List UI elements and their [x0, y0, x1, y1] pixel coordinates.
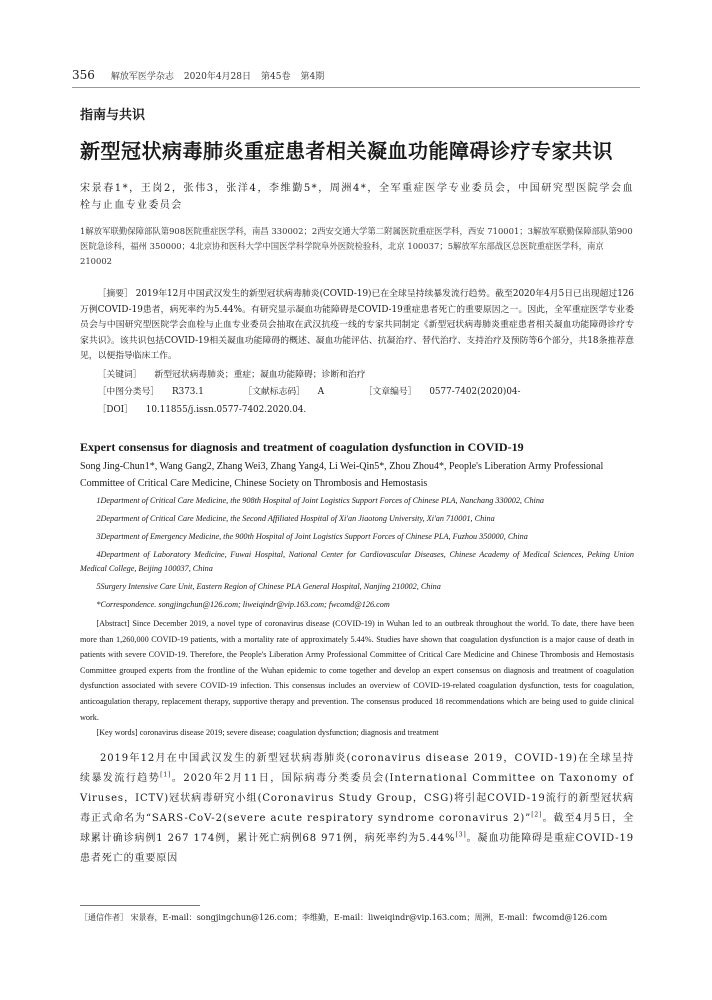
- citation-ref[interactable]: [3]: [455, 831, 467, 839]
- journal-name: 解放军医学杂志: [110, 72, 174, 82]
- english-affiliation: 2Department of Critical Care Medicine, the Second Affiliated Hospital of Xi'an Jiaotong University, Xi'an 710001, China: [96, 514, 495, 523]
- footnote-divider: [80, 905, 200, 906]
- keywords-label-cn: ［关键词］: [97, 369, 142, 380]
- chinese-keywords: [80, 368, 634, 384]
- classification-line: [80, 385, 634, 401]
- keywords-text-en: coronavirus disease 2019; severe disease; coagulation dysfunction; diagnosis and treatment: [139, 728, 439, 738]
- issue: 第4期: [300, 72, 325, 82]
- body-text-part: 。截至4月5日，全球累计确诊病例1 267 174例，累计死亡病例68 971例，病死率约为5.44%: [80, 812, 634, 844]
- english-affiliation: 1Department of Critical Care Medicine, the 908th Hospital of Joint Logistics Support Forces of Chinese PLA, Nanchang 330002, China: [96, 496, 545, 505]
- english-affiliation: 5Surgery Intensive Care Unit, Eastern Region of Chinese PLA General Hospital, Nanjing 210002, China: [96, 582, 441, 591]
- running-header: [72, 68, 640, 82]
- volume: 第45卷: [261, 72, 291, 82]
- section-label: 指南与共识: [80, 108, 146, 123]
- header-divider: [72, 87, 640, 88]
- chinese-affiliations: 1解放军联勤保障部队第908医院重症医学科，南昌 330002；2西安交通大学第二附属医院重症医学科，西安 710001；3解放军联勤保障部队第900医院急诊科，福州 350000；4北京协和医科大学中国医学科学院阜外医院检验科，北京 100037；5解放军东部战区总医院重症医学科，南京 210002: [80, 226, 633, 266]
- clc-value: R373.1: [171, 387, 204, 397]
- chinese-title: 新型冠状病毒肺炎重症患者相关凝血功能障碍诊疗专家共识: [80, 139, 613, 163]
- english-authors: Song Jing-Chun1*, Wang Gang2, Zhang Wei3, Zhang Yang4, Li Wei-Qin5*, Zhou Zhou4*, People's Liberation Army Professional Committee of Critical Care Medicine, Chinese Society on Thrombosis and Hemostasis: [80, 461, 604, 489]
- page-number: 356: [72, 68, 95, 82]
- body-text-part: 2019年12月在中国武汉发生的新型冠状病毒肺炎(coronavirus disease 2019，COVID-19)在全球呈持续暴发流行趋势: [80, 752, 634, 784]
- abstract-label-cn: ［摘要］: [97, 289, 133, 299]
- doi-line: [80, 403, 634, 419]
- english-title: Expert consensus for diagnosis and treatment of coagulation dysfunction in COVID-19: [80, 440, 524, 454]
- clc-label: ［中图分类号］: [97, 387, 160, 397]
- citation-ref[interactable]: [2]: [531, 811, 543, 819]
- english-affiliation: 3Department of Emergency Medicine, the 900th Hospital of Joint Logistics Support Forces of Chinese PLA, Fuzhou 350000, China: [96, 532, 528, 541]
- doc-code-value: A: [317, 387, 325, 397]
- chinese-authors: 宋景春1*，王岗2，张伟3，张洋4，李维勤5*，周洲4*，全军重症医学专业委员会，中国研究型医院学会血栓与止血专业委员会: [80, 183, 634, 211]
- doi-value: 10.11855/j.issn.0577-7402.2020.04.: [145, 404, 307, 415]
- doi-label: ［DOI］: [97, 404, 133, 415]
- chinese-abstract: [80, 287, 634, 365]
- issue-date: 2020年4月28日: [183, 72, 252, 82]
- english-affiliation: 4Department of Laboratory Medicine, Fuwai Hospital, National Center for Cardiovascular Diseases, Chinese Academy of Medical Sciences, Peking Union Medical College, Beijing 100037, China: [80, 550, 634, 573]
- article-number-label: ［文章编号］: [363, 387, 417, 397]
- body-text-part: 。凝血功能障碍是重症COVID-19患者死亡的重要原因: [80, 832, 635, 864]
- keywords-label-en: [Key words]: [96, 728, 138, 738]
- english-keywords: [80, 725, 634, 741]
- article-column: [80, 106, 634, 869]
- citation-ref[interactable]: [1]: [160, 771, 172, 779]
- abstract-text-en: Since December 2019, a novel type of coronavirus disease (COVID-19) in Wuhan led to an outbreak throughout the world. To date, there have been more than 1,260,000 COVID-19 patients, with a mortality rate of approximately 5.44%. Studies have shown that coagulation dysfunction is a major cause of death in patients with severe COVID-19. Therefore, the People's Liberation Army Professional Committee of Critical Care Medicine and Chinese Thrombosis and Hemostasis Committee grouped experts from the frontline of the Wuhan epidemic to come together and develop an expert consensus on diagnosis and treatment of coagulation dysfunction associated with severe COVID-19 infection. This consensus includes an overview of COVID-19-related coagulation dysfunction, tests for coagulation, anticoagulation therapy, replacement therapy, supportive therapy and prevention. The consensus produced 18 recommendations which are being used to guide clinical work.: [80, 619, 634, 722]
- body-paragraph: [80, 749, 634, 869]
- correspondence-line: *Correspondence. songjingchun@126.com; liweiqindr@vip.163.com; fwcomd@126.com: [96, 600, 390, 609]
- keywords-text-cn: 新型冠状病毒肺炎；重症；凝血功能障碍；诊断和治疗: [154, 369, 366, 380]
- body-text-part: 。2020年2月11日，国际病毒分类委员会(International Committee on Taxonomy of Viruses，ICTV)冠状病毒研究小组(Coronavirus Study Group，CSG)将引起COVID-19流行的新型冠状病毒正式命名为“SARS-CoV-2(severe acute respiratory syndrome coronavirus 2)”: [80, 772, 634, 824]
- correspondence-footnote: ［通信作者］ 宋景春，E-mail：songjingchun@126.com；李维勤，E-mail：liweiqindr@vip.163.com；周洲，E-mail：fwcomd@126.com: [80, 913, 608, 922]
- doc-code-label: ［文献标志码］: [243, 387, 305, 397]
- abstract-label-en: [Abstract]: [96, 619, 130, 628]
- article-number-value: 0577-7402(2020)04-: [429, 387, 521, 397]
- abstract-text-cn: 2019年12月中国武汉发生的新型冠状病毒肺炎(COVID-19)已在全球呈持续暴发流行趋势。截至2020年4月5日已出现超过126万例COVID-19患者，病死率约为5.44%。有研究显示凝血功能障碍是COVID-19重症患者死亡的重要原因之一。因此，全军重症医学专业委员会与中国研究型医院学会血栓与止血专业委员会抽取在武汉抗疫一线的专家共同制定《新型冠状病毒肺炎重症患者相关凝血功能障碍诊疗专家共识》。该共识包括COVID-19相关凝血功能障碍的概述、凝血功能评估、抗凝治疗、替代治疗、支持治疗及预防等6个部分，共18条推荐意见，以便指导临床工作。: [80, 289, 634, 361]
- english-abstract: [80, 616, 634, 725]
